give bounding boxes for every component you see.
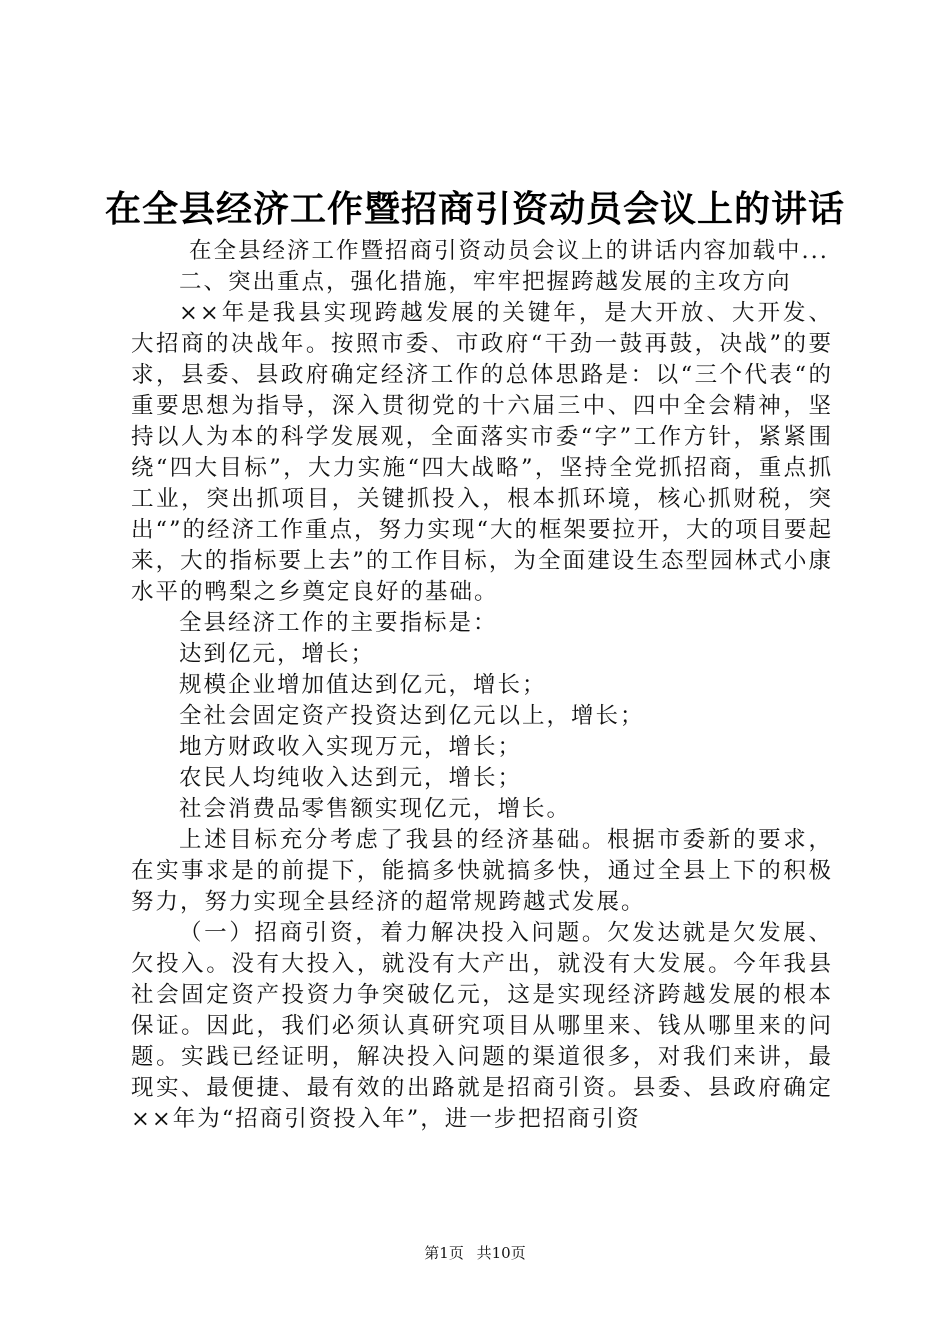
body-paragraph: ××年是我县实现跨越发展的关键年，是大开放、大开发、大招商的决战年。按照市委、市政府“干劲一鼓再鼓，决战”的要求，县委、县政府确定经济工作的总体思路是：以“三个代表“的重要思想为指导，深入贯彻党的十六届三中、四中全会精神，坚持以人为本的科学发展观，全面落实市委“字”工作方针，紧紧围绕“四大目标”，大力实施“四大战略”，坚持全党抓招商，重点抓工业，突出抓项目，关键抓投入，根本抓环境，核心抓财税，突出“”的经济工作重点，努力实现“大的框架要拉开，大的项目要起来，大的指标要上去”的工作目标，为全面建设生态型园林式小康水平的鸭梨之乡奠定良好的基础。 [131, 300, 834, 605]
section-heading: 二、突出重点，强化措施，牢牢把握跨越发展的主攻方向 [179, 269, 792, 295]
page-number: 第1页 [424, 1244, 464, 1262]
indicator-item: 达到亿元，增长； [179, 641, 376, 667]
intro-paragraph: 在全县经济工作暨招商引资动员会议上的讲话内容加载中... [189, 238, 829, 264]
body-paragraph: 全县经济工作的主要指标是： [179, 610, 498, 636]
indicator-item: 规模企业增加值达到亿元，增长； [179, 672, 547, 698]
indicator-item: 社会消费品零售额实现亿元，增长。 [179, 796, 572, 822]
page-footer [0, 1243, 950, 1263]
page-total: 共10页 [476, 1244, 526, 1262]
indicator-item: 农民人均纯收入达到元，增长； [179, 765, 523, 791]
document-body [131, 236, 833, 1135]
body-paragraph: 上述目标充分考虑了我县的经济基础。根据市委新的要求，在实事求是的前提下，能搞多快就搞多快，通过全县上下的积极努力，努力实现全县经济的超常规跨越式发展。 [131, 827, 833, 915]
subsection-paragraph: （一）招商引资，着力解决投入问题。欠发达就是欠发展、欠投入。没有大投入，就没有大产出，就没有大发展。今年我县社会固定资产投资力争突破亿元，这是实现经济跨越发展的根本保证。因此，我们必须认真研究项目从哪里来、钱从哪里来的问题。实践已经证明，解决投入问题的渠道很多，对我们来讲，最现实、最便捷、最有效的出路就是招商引资。县委、县政府确定××年为“招商引资投入年”，进一步把招商引资 [131, 920, 833, 1132]
indicator-item: 地方财政收入实现万元，增长； [179, 734, 523, 760]
indicator-item: 全社会固定资产投资达到亿元以上，增长； [179, 703, 645, 729]
document-title: 在全县经济工作暨招商引资动员会议上的讲话 [104, 188, 845, 230]
